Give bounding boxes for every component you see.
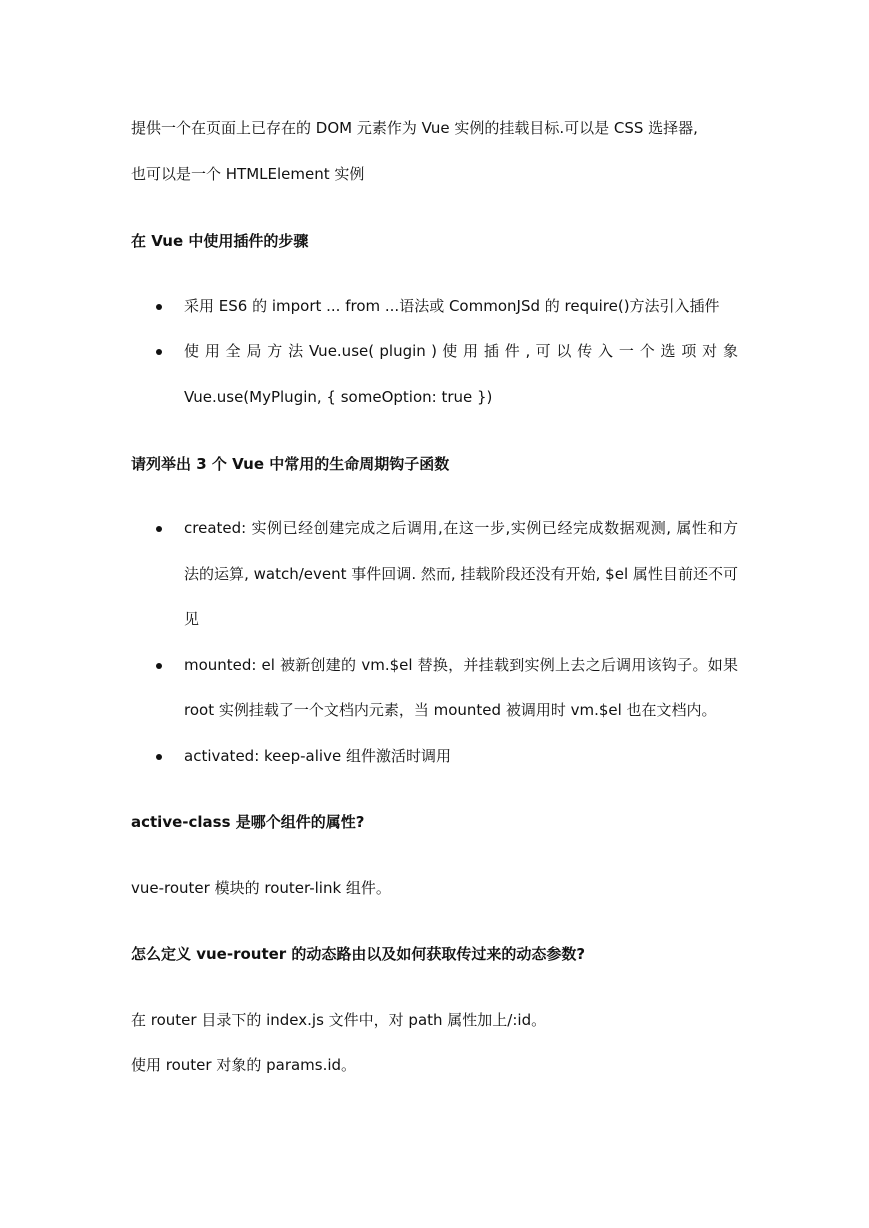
hook-mounted-line-1: mounted: el 被新创建的 vm.$el 替换，并挂载到实例上去之后调用该钩子。如果 [184,656,738,674]
dynamic-route-answer-2: 使用 router 对象的 params.id。 [131,1056,357,1074]
dynamic-route-answer-1: 在 router 目录下的 index.js 文件中，对 path 属性加上/:id。 [131,1011,547,1029]
hook-created-line-2: 法的运算, watch/event 事件回调. 然而, 挂载阶段还没有开始, $el 属性目前还不可 [184,565,738,583]
bullet-icon [156,349,162,355]
plugin-step-1: 采用 ES6 的 import ... from ...语法或 CommonJSd 的 require()方法引入插件 [184,297,720,315]
bullet-icon [156,663,162,669]
hook-mounted-line-2: root 实例挂载了一个文档内元素，当 mounted 被调用时 vm.$el 也在文档内。 [184,701,717,719]
bullet-icon [156,304,162,310]
bullet-icon [156,526,162,532]
hook-created-line-3: 见 [184,610,200,628]
active-class-answer: vue-router 模块的 router-link 组件。 [131,879,391,897]
plugin-step-2-line-1: 使 用 全 局 方 法 Vue.use( plugin ) 使 用 插 件 , 可 以 传 入 一 个 选 项 对 象 [184,342,738,360]
intro-line-1: 提供一个在页面上已存在的 DOM 元素作为 Vue 实例的挂载目标.可以是 CSS 选择器, [131,119,698,137]
dynamic-route-heading: 怎么定义 vue-router 的动态路由以及如何获取传过来的动态参数? [131,945,586,963]
intro-line-2: 也可以是一个 HTMLElement 实例 [131,165,365,183]
hooks-heading: 请列举出 3 个 Vue 中常用的生命周期钩子函数 [131,455,450,473]
plugin-heading: 在 Vue 中使用插件的步骤 [131,232,309,250]
hook-created-line-1: created: 实例已经创建完成之后调用,在这一步,实例已经完成数据观测, 属性和方 [184,519,738,537]
active-class-heading: active-class 是哪个组件的属性? [131,813,365,831]
plugin-step-2-line-2: Vue.use(MyPlugin, { someOption: true }) [184,388,493,406]
hook-activated: activated: keep-alive 组件激活时调用 [184,747,451,765]
bullet-icon [156,754,162,760]
